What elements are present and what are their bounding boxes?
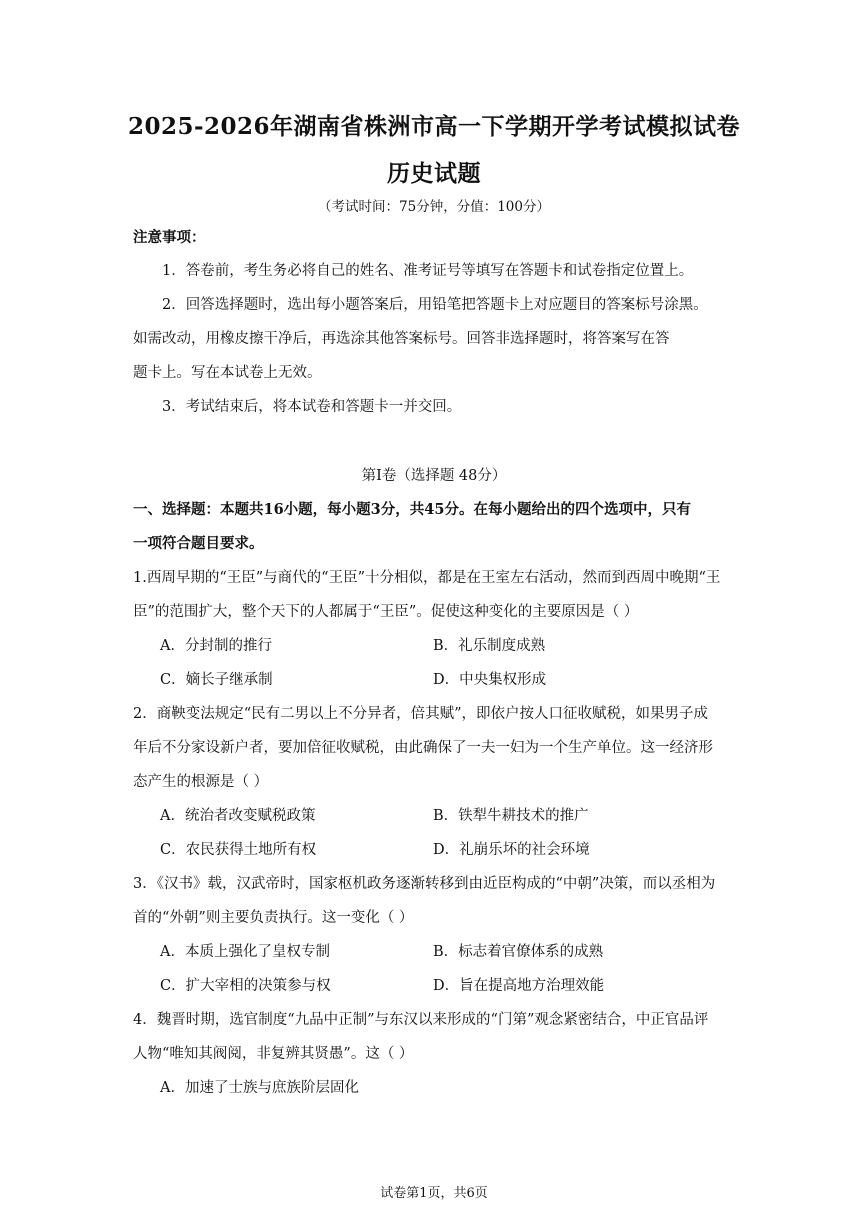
notice-item-3: 3．考试结束后，将本试卷和答题卡一并交回。	[162, 399, 462, 415]
notice-item-2-line-2: 如需改动，用橡皮擦干净后，再选涂其他答案标号。回答非选择题时，将答案写在答	[133, 331, 670, 347]
question-3-option-d: D．旨在提高地方治理效能	[433, 978, 605, 994]
question-1-line-1: 1.西周早期的“王臣”与商代的“王臣”十分相似，都是在王室左右活动，然而到西周中晚期“王	[133, 570, 721, 586]
question-4-line-1: 4．魏晋时期，选官制度“九品中正制”与东汉以来形成的“门第”观念紧密结合，中正官品评	[133, 1012, 709, 1028]
question-2-line-2: 年后不分家设新户者，要加倍征收赋税，由此确保了一夫一妇为一个生产单位。这一经济形	[133, 740, 713, 756]
question-3-line-1: 3．《汉书》载，汉武帝时，国家枢机政务逐渐转移到由近臣构成的“中朝”决策，而以丞相为	[133, 876, 716, 892]
section-instruction-line-1: 一、选择题：本题共16小题，每小题3分，共45分。在每小题给出的四个选项中，只有	[133, 501, 691, 518]
question-1-option-c: C．嫡长子继承制	[160, 672, 273, 688]
question-1-option-b: B．礼乐制度成熟	[433, 638, 546, 654]
question-2-option-c: C．农民获得土地所有权	[160, 842, 317, 858]
exam-info: （考试时间：75分钟，分值：100分）	[318, 199, 550, 215]
notice-item-1: 1．答卷前，考生务必将自己的姓名、准考证号等填写在答题卡和试卷指定位置上。	[162, 263, 694, 279]
question-3-line-2: 首的“外朝”则主要负责执行。这一变化（ ）	[133, 910, 414, 926]
question-2-line-1: 2．商鞅变法规定“民有二男以上不分异者，倍其赋”，即依户按人口征收赋税，如果男子成	[133, 706, 709, 722]
question-2-option-a: A．统治者改变赋税政策	[160, 808, 316, 824]
question-4-line-2: 人物“唯知其阀阅，非复辨其贤愚”。这（ ）	[133, 1046, 414, 1062]
exam-main-title: 2025-2026年湖南省株洲市高一下学期开学考试模拟试卷	[127, 113, 741, 140]
page-footer: 试卷第1页，共6页	[380, 1186, 488, 1201]
subject-title: 历史试题	[387, 160, 481, 187]
question-1-option-d: D．中央集权形成	[433, 672, 547, 688]
question-3-option-a: A．本质上强化了皇权专制	[160, 944, 330, 960]
notice-item-2-line-3: 题卡上。写在本试卷上无效。	[133, 365, 322, 381]
question-2-option-d: D．礼崩乐坏的社会环境	[433, 842, 590, 858]
section-instruction-line-2: 一项符合题目要求。	[133, 535, 264, 552]
notice-item-2-line-1: 2．回答选择题时，选出每小题答案后，用铅笔把答题卡上对应题目的答案标号涂黑。	[162, 297, 708, 313]
notice-heading: 注意事项：	[133, 229, 206, 246]
question-3-option-b: B．标志着官僚体系的成熟	[433, 944, 604, 960]
question-2-option-b: B．铁犁牛耕技术的推广	[433, 808, 589, 824]
question-4-option-a: A．加速了士族与庶族阶层固化	[160, 1080, 359, 1096]
question-1-line-2: 臣”的范围扩大，整个天下的人都属于“王臣”。促使这种变化的主要原因是（ ）	[133, 604, 639, 620]
question-3-option-c: C．扩大宰相的决策参与权	[160, 978, 331, 994]
question-2-line-3: 态产生的根源是（ ）	[133, 774, 269, 790]
section-title: 第Ⅰ卷（选择题 48分）	[361, 468, 507, 484]
question-1-option-a: A．分封制的推行	[160, 638, 272, 654]
